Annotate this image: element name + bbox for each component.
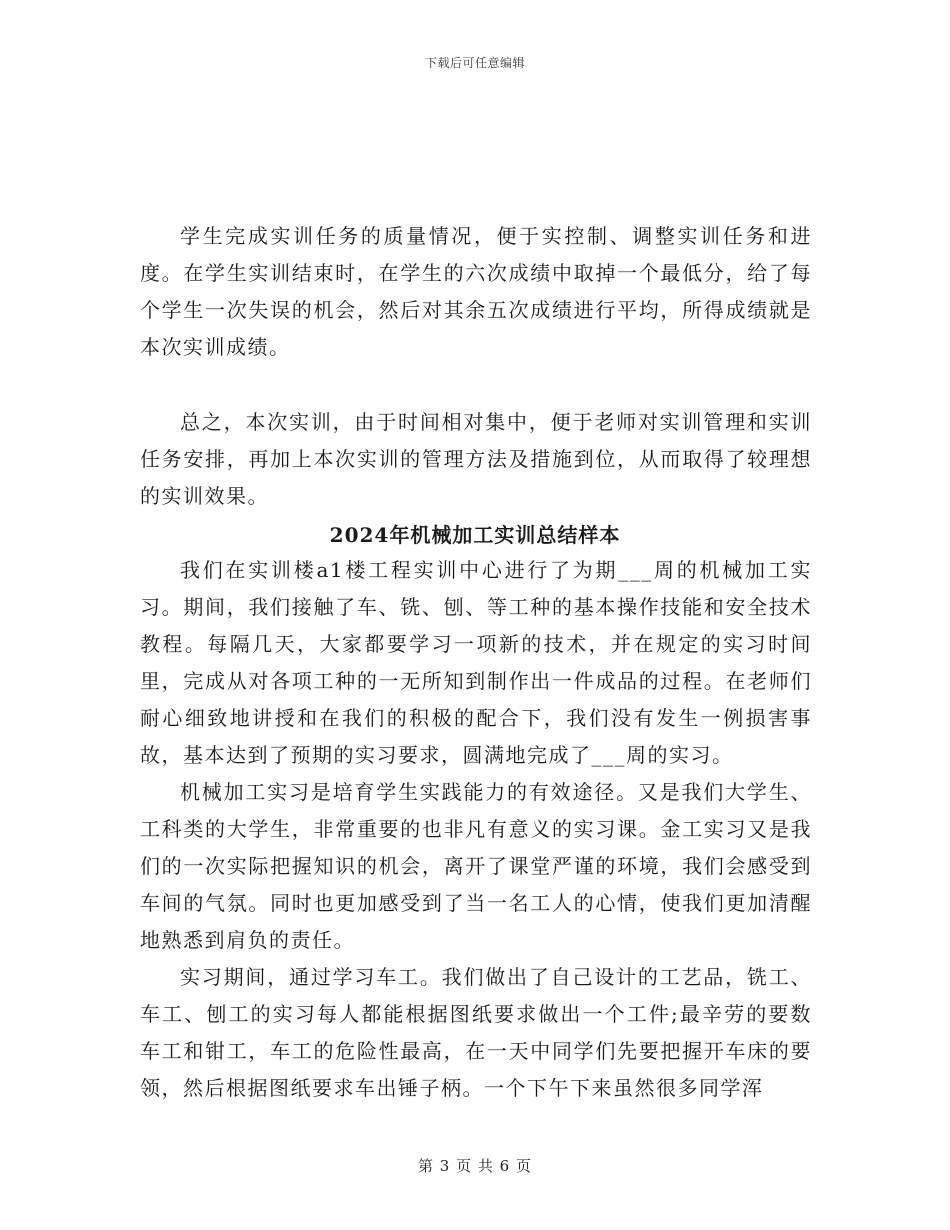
paragraph-block-1 bbox=[140, 218, 812, 366]
paragraph: 总之，本次实训，由于时间相对集中，便于老师对实训管理和实训任务安排，再加上本次实训的管理方法及措施到位，从而取得了较理想的实训效果。 bbox=[140, 410, 812, 508]
paragraph: 机械加工实习是培育学生实践能力的有效途径。又是我们大学生、工科类的大学生，非常重要的也非凡有意义的实习课。金工实习又是我们的一次实际把握知识的机会，离开了课堂严谨的环境，我们会感受到车间的气氛。同时也更加感受到了当一名工人的心情，使我们更加清醒地熟悉到肩负的责任。 bbox=[140, 780, 812, 952]
header-note: 下载后可任意编辑 bbox=[424, 56, 525, 70]
paragraph: 学生完成实训任务的质量情况，便于实控制、调整实训任务和进度。在学生实训结束时，在学生的六次成绩中取掉一个最低分，给了每个学生一次失误的机会，然后对其余五次成绩进行平均，所得成绩就是本次实训成绩。 bbox=[140, 224, 812, 359]
section-title: 2024年机械加工实训总结样本 bbox=[329, 523, 621, 547]
paragraph-block-2 bbox=[140, 404, 812, 515]
page-footer: 第 3 页 共 6 页 bbox=[418, 1157, 532, 1175]
paragraph: 我们在实训楼a1楼工程实训中心进行了为期___周的机械加工实习。期间，我们接触了车、铣、刨、等工种的基本操作技能和安全技术教程。每隔几天，大家都要学习一项新的技术，并在规定的实习时间里，完成从对各项工种的一无所知到制作出一件成品的过程。在老师们耐心细致地讲授和在我们的积极的配合下，我们没有发生一例损害事故，基本达到了预期的实习要求，圆满地完成了___周的实习。 bbox=[140, 558, 812, 767]
paragraph-block-3 bbox=[140, 552, 812, 1107]
paragraph: 实习期间，通过学习车工。我们做出了自己设计的工艺品，铣工、车工、刨工的实习每人都能根据图纸要求做出一个工件;最辛劳的要数车工和钳工，车工的危险性最高，在一天中同学们先要把握开车床的要领，然后根据图纸要求车出锤子柄。一个下午下来虽然很多同学浑 bbox=[140, 965, 812, 1100]
